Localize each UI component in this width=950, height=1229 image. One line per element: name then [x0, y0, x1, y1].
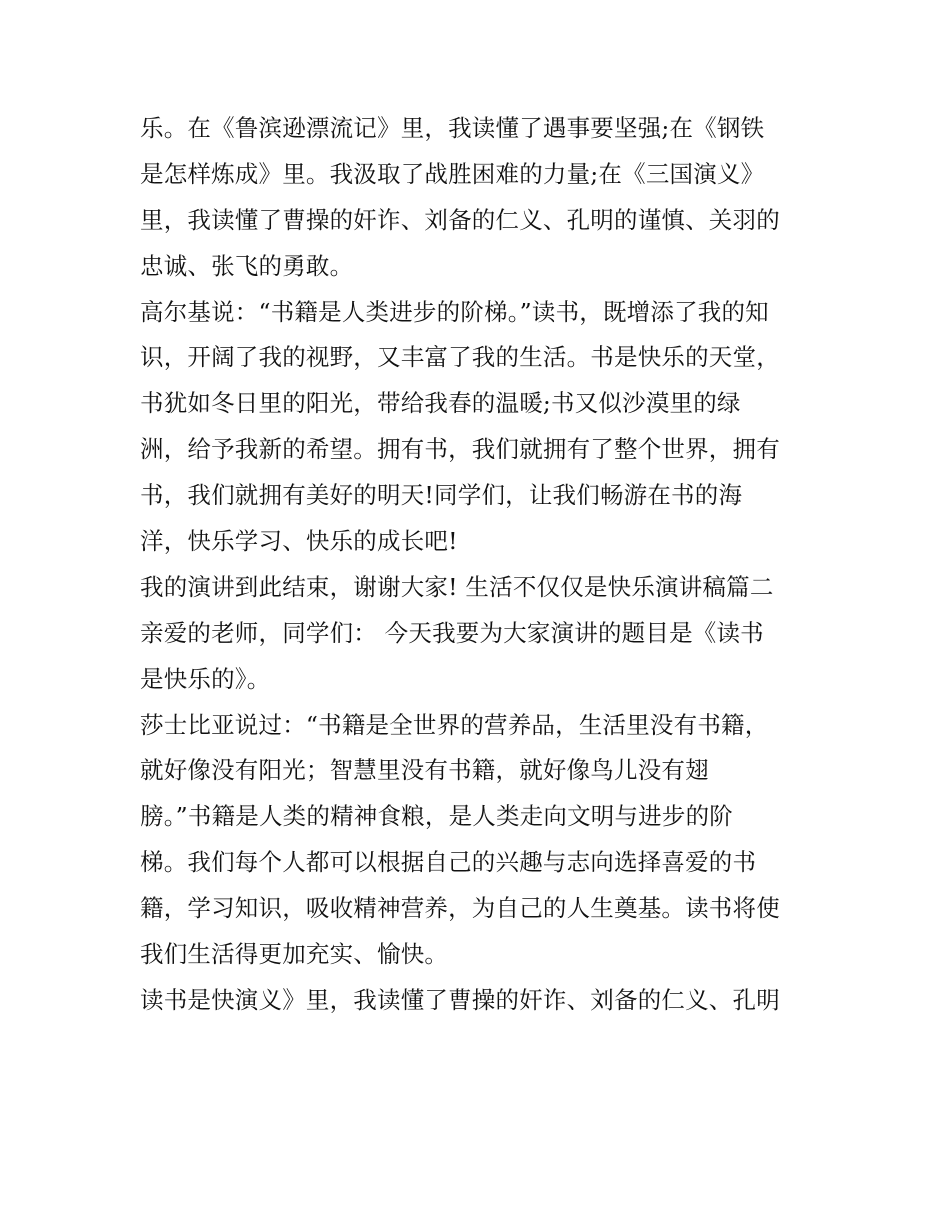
text-line: 书，我们就拥有美好的明天!同学们，让我们畅游在书的海 — [140, 481, 743, 510]
text-line: 洲，给予我新的希望。拥有书，我们就拥有了整个世界，拥有 — [140, 435, 780, 464]
text-line: 是快乐的》。 — [140, 664, 271, 693]
text-line: 梯。我们每个人都可以根据自己的兴趣与志向选择喜爱的书 — [140, 848, 757, 877]
text-line: 是怎样炼成》里。我汲取了战胜困难的力量;在《三国演义》 — [140, 159, 765, 188]
text-line: 乐。在《鲁滨逊漂流记》里，我读懂了遇事要坚强;在《钢铁 — [140, 114, 765, 142]
text-line: 籍，学习知识，吸收精神营养，为自己的人生奠基。读书将使 — [140, 894, 780, 923]
text-line: 里，我读懂了曹操的奸诈、刘备的仁义、孔明的谨慎、关羽的 — [140, 205, 780, 234]
text-line: 读书是快演义》里，我读懂了曹操的奸诈、刘备的仁义、孔明 — [140, 985, 780, 1014]
text-line: 忠诚、张飞的勇敢。 — [140, 251, 354, 280]
text-line: 莎士比亚说过：“书籍是全世界的营养品，生活里没有书籍， — [140, 710, 769, 739]
text-line: 亲爱的老师，同学们： 今天我要为大家演讲的题目是《读书 — [140, 618, 764, 647]
text-line: 书犹如冬日里的阳光，带给我春的温暖;书又似沙漠里的绿 — [140, 389, 741, 418]
text-line: 识，开阔了我的视野，又丰富了我的生活。书是快乐的天堂， — [140, 343, 780, 372]
text-line: 我们生活得更加充实、愉快。 — [140, 940, 449, 969]
text-line: 膀。”书籍是人类的精神食粮，是人类走向文明与进步的阶 — [140, 802, 733, 831]
text-line: 高尔基说：“书籍是人类进步的阶梯。”读书，既增添了我的知 — [140, 297, 769, 326]
text-line: 我的演讲到此结束，谢谢大家! 生活不仅仅是快乐演讲稿篇二 — [140, 572, 774, 601]
text-line: 就好像没有阳光；智慧里没有书籍，就好像鸟儿没有翅 — [140, 756, 709, 785]
document-text — [140, 106, 820, 1024]
text-line: 洋，快乐学习、快乐的成长吧! — [140, 527, 458, 556]
